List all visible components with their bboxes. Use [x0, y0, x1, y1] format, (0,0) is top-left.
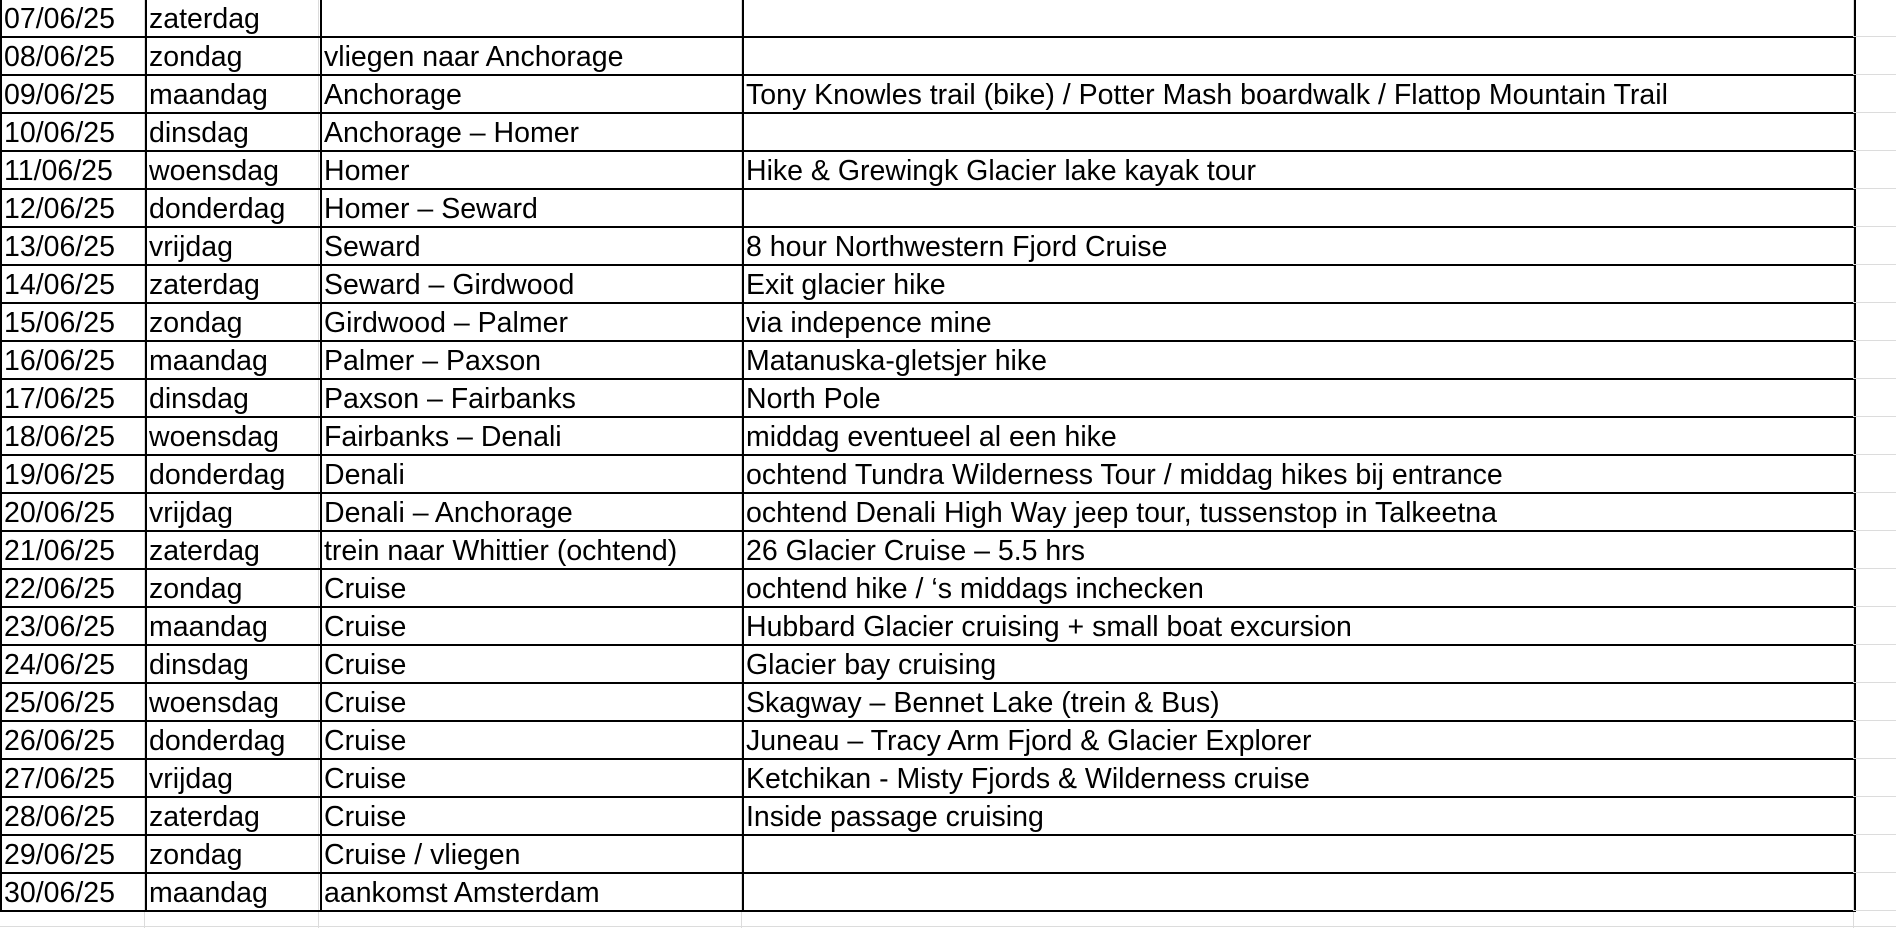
table-row — [1, 721, 1855, 759]
date-cell[interactable]: 10/06/25 — [1, 113, 146, 151]
date-cell[interactable]: 17/06/25 — [1, 379, 146, 417]
day-cell[interactable]: vrijdag — [146, 493, 321, 531]
gridline — [1853, 530, 1896, 531]
activity-cell[interactable]: Matanuska-gletsjer hike — [743, 341, 1855, 379]
gridline — [1853, 264, 1896, 265]
gridline — [1853, 378, 1896, 379]
date-cell[interactable]: 07/06/25 — [1, 0, 146, 37]
activity-cell[interactable] — [743, 835, 1855, 873]
route-cell[interactable]: Girdwood – Palmer — [321, 303, 743, 341]
date-cell[interactable]: 08/06/25 — [1, 37, 146, 75]
table-row — [1, 873, 1855, 911]
activity-cell[interactable]: ochtend hike / ‘s middags inchecken — [743, 569, 1855, 607]
day-cell[interactable]: zondag — [146, 303, 321, 341]
gridline — [1853, 606, 1896, 607]
table-row — [1, 683, 1855, 721]
route-cell[interactable]: Anchorage – Homer — [321, 113, 743, 151]
gridline — [1853, 720, 1896, 721]
day-cell[interactable]: woensdag — [146, 151, 321, 189]
day-cell[interactable]: zondag — [146, 835, 321, 873]
date-cell[interactable]: 19/06/25 — [1, 455, 146, 493]
day-cell[interactable]: maandag — [146, 75, 321, 113]
route-cell[interactable]: Cruise — [321, 721, 743, 759]
table-row — [1, 645, 1855, 683]
table-row — [1, 151, 1855, 189]
day-cell[interactable]: maandag — [146, 873, 321, 911]
activity-cell[interactable]: middag eventueel al een hike — [743, 417, 1855, 455]
date-cell[interactable]: 30/06/25 — [1, 873, 146, 911]
date-cell[interactable]: 15/06/25 — [1, 303, 146, 341]
date-cell[interactable]: 13/06/25 — [1, 227, 146, 265]
day-cell[interactable]: zondag — [146, 37, 321, 75]
table-row — [1, 0, 1855, 37]
activity-cell[interactable]: ochtend Tundra Wilderness Tour / middag hikes bij entrance — [743, 455, 1855, 493]
date-cell[interactable]: 16/06/25 — [1, 341, 146, 379]
date-cell[interactable]: 21/06/25 — [1, 531, 146, 569]
route-cell[interactable] — [321, 0, 743, 37]
date-cell[interactable]: 22/06/25 — [1, 569, 146, 607]
date-cell[interactable]: 20/06/25 — [1, 493, 146, 531]
route-cell[interactable]: Cruise / vliegen — [321, 835, 743, 873]
activity-cell[interactable] — [743, 113, 1855, 151]
date-cell[interactable]: 24/06/25 — [1, 645, 146, 683]
activity-cell[interactable]: Juneau – Tracy Arm Fjord & Glacier Explorer — [743, 721, 1855, 759]
route-cell[interactable]: trein naar Whittier (ochtend) — [321, 531, 743, 569]
day-cell[interactable]: maandag — [146, 341, 321, 379]
day-cell[interactable]: donderdag — [146, 455, 321, 493]
gridline — [1853, 872, 1896, 873]
day-cell[interactable]: dinsdag — [146, 645, 321, 683]
route-cell[interactable]: Seward – Girdwood — [321, 265, 743, 303]
activity-cell[interactable]: 26 Glacier Cruise – 5.5 hrs — [743, 531, 1855, 569]
activity-cell[interactable]: Tony Knowles trail (bike) / Potter Mash boardwalk / Flattop Mountain Trail — [743, 75, 1855, 113]
route-cell[interactable]: Denali — [321, 455, 743, 493]
gridline — [1853, 492, 1896, 493]
activity-cell[interactable]: Hubbard Glacier cruising + small boat excursion — [743, 607, 1855, 645]
gridline — [1853, 416, 1896, 417]
date-cell[interactable]: 09/06/25 — [1, 75, 146, 113]
gridline — [1853, 682, 1896, 683]
gridline — [1853, 644, 1896, 645]
gridline — [1853, 74, 1896, 75]
route-cell[interactable]: Anchorage — [321, 75, 743, 113]
route-cell[interactable]: aankomst Amsterdam — [321, 873, 743, 911]
day-cell[interactable]: donderdag — [146, 189, 321, 227]
day-cell[interactable]: dinsdag — [146, 379, 321, 417]
activity-cell[interactable] — [743, 189, 1855, 227]
gridline — [1853, 910, 1896, 911]
day-cell[interactable]: vrijdag — [146, 759, 321, 797]
activity-cell[interactable] — [743, 37, 1855, 75]
activity-cell[interactable]: Hike & Grewingk Glacier lake kayak tour — [743, 151, 1855, 189]
gridline — [1853, 340, 1896, 341]
table-row — [1, 75, 1855, 113]
route-cell[interactable]: Seward — [321, 227, 743, 265]
route-cell[interactable]: Homer – Seward — [321, 189, 743, 227]
activity-cell[interactable]: Inside passage cruising — [743, 797, 1855, 835]
day-cell[interactable]: zaterdag — [146, 0, 321, 37]
date-cell[interactable]: 25/06/25 — [1, 683, 146, 721]
day-cell[interactable]: dinsdag — [146, 113, 321, 151]
gridline — [1853, 188, 1896, 189]
table-row — [1, 303, 1855, 341]
date-cell[interactable]: 27/06/25 — [1, 759, 146, 797]
route-cell[interactable]: Homer — [321, 151, 743, 189]
date-cell[interactable]: 29/06/25 — [1, 835, 146, 873]
day-cell[interactable]: donderdag — [146, 721, 321, 759]
activity-cell[interactable]: 8 hour Northwestern Fjord Cruise — [743, 227, 1855, 265]
table-row — [1, 493, 1855, 531]
gridline — [1853, 758, 1896, 759]
table-row — [1, 227, 1855, 265]
day-cell[interactable]: zaterdag — [146, 531, 321, 569]
activity-cell[interactable]: ochtend Denali High Way jeep tour, tussenstop in Talkeetna — [743, 493, 1855, 531]
activity-cell[interactable]: Glacier bay cruising — [743, 645, 1855, 683]
table-row — [1, 265, 1855, 303]
gridline — [1853, 454, 1896, 455]
date-cell[interactable]: 12/06/25 — [1, 189, 146, 227]
table-row — [1, 607, 1855, 645]
route-cell[interactable]: Cruise — [321, 569, 743, 607]
gridline — [1853, 834, 1896, 835]
table-row — [1, 417, 1855, 455]
itinerary-rows — [1, 0, 1855, 911]
day-cell[interactable]: woensdag — [146, 417, 321, 455]
date-cell[interactable]: 11/06/25 — [1, 151, 146, 189]
table-row — [1, 531, 1855, 569]
gridline — [1853, 226, 1896, 227]
gridline — [1853, 150, 1896, 151]
table-row — [1, 341, 1855, 379]
table-row — [1, 189, 1855, 227]
activity-cell[interactable] — [743, 0, 1855, 37]
table-row — [1, 455, 1855, 493]
day-cell[interactable]: maandag — [146, 607, 321, 645]
route-cell[interactable]: Cruise — [321, 759, 743, 797]
date-cell[interactable]: 28/06/25 — [1, 797, 146, 835]
day-cell[interactable]: zaterdag — [146, 265, 321, 303]
date-cell[interactable]: 23/06/25 — [1, 607, 146, 645]
activity-cell[interactable]: Skagway – Bennet Lake (trein & Bus) — [743, 683, 1855, 721]
route-cell[interactable]: Denali – Anchorage — [321, 493, 743, 531]
table-row — [1, 379, 1855, 417]
day-cell[interactable]: woensdag — [146, 683, 321, 721]
route-cell[interactable]: vliegen naar Anchorage — [321, 37, 743, 75]
route-cell[interactable]: Cruise — [321, 645, 743, 683]
gridline — [1853, 302, 1896, 303]
table-row — [1, 569, 1855, 607]
table-row — [1, 797, 1855, 835]
gridline — [1853, 36, 1896, 37]
day-cell[interactable]: zondag — [146, 569, 321, 607]
day-cell[interactable]: vrijdag — [146, 227, 321, 265]
gridline — [0, 926, 1896, 927]
route-cell[interactable]: Cruise — [321, 683, 743, 721]
activity-cell[interactable]: Exit glacier hike — [743, 265, 1855, 303]
activity-cell[interactable]: via indepence mine — [743, 303, 1855, 341]
route-cell[interactable]: Cruise — [321, 797, 743, 835]
date-cell[interactable]: 14/06/25 — [1, 265, 146, 303]
day-cell[interactable]: zaterdag — [146, 797, 321, 835]
table-row — [1, 759, 1855, 797]
gridline — [1853, 796, 1896, 797]
table-row — [1, 835, 1855, 873]
activity-cell[interactable] — [743, 873, 1855, 911]
route-cell[interactable]: Cruise — [321, 607, 743, 645]
table-row — [1, 113, 1855, 151]
table-row — [1, 37, 1855, 75]
activity-cell[interactable]: North Pole — [743, 379, 1855, 417]
gridline — [1853, 568, 1896, 569]
date-cell[interactable]: 18/06/25 — [1, 417, 146, 455]
gridline — [1853, 112, 1896, 113]
route-cell[interactable]: Paxson – Fairbanks — [321, 379, 743, 417]
date-cell[interactable]: 26/06/25 — [1, 721, 146, 759]
activity-cell[interactable]: Ketchikan - Misty Fjords & Wilderness cruise — [743, 759, 1855, 797]
route-cell[interactable]: Palmer – Paxson — [321, 341, 743, 379]
route-cell[interactable]: Fairbanks – Denali — [321, 417, 743, 455]
